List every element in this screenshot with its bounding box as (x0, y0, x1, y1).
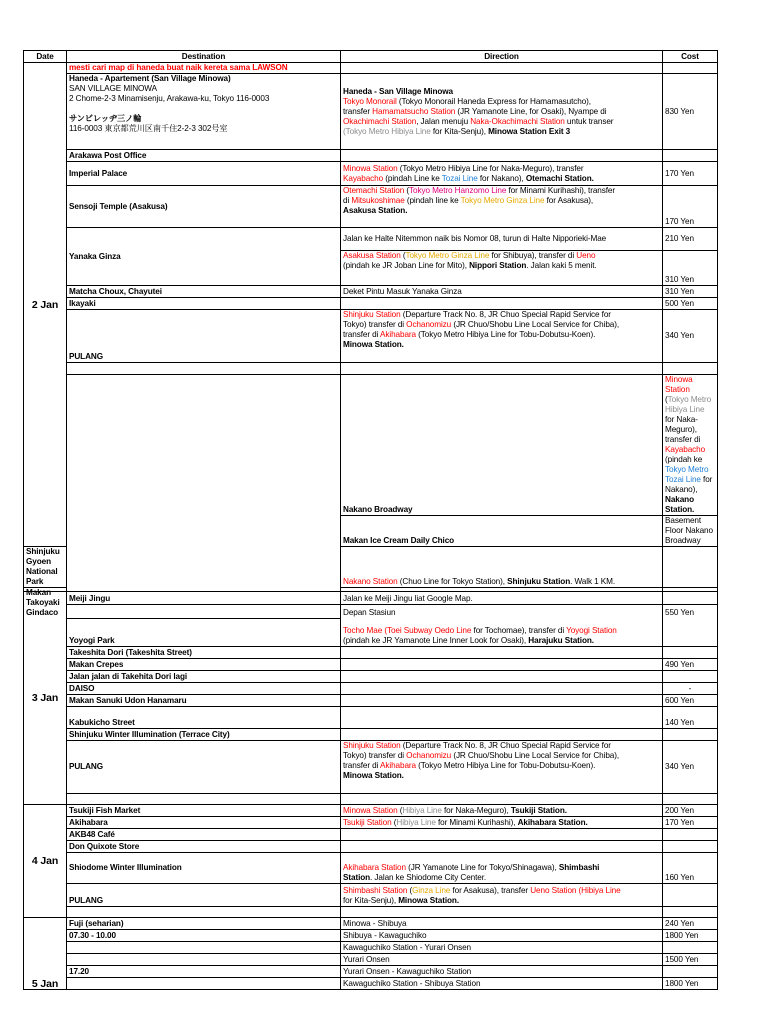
dir-text: (Tokyo Metro Hibiya Line (343, 126, 431, 136)
table-row (24, 63, 718, 74)
dir-text: Otemachi Station. (525, 173, 594, 183)
destination-cell: Arakawa Post Office (67, 150, 341, 162)
table-row (24, 647, 718, 659)
dir-text: Harajuku Station. (528, 636, 594, 645)
destination-cell: Yoyogi Park (67, 605, 341, 647)
dir-text: (Departure Track No. 8, JR Chuo Special Rapid Service for (400, 741, 611, 750)
dir-text: Tokyo) transfer di (343, 751, 407, 760)
dir-text: (pindah Line ke (383, 173, 442, 183)
dir-text: (Tokyo Metro Hibiya Line for Tobu-Dobutsu-Koen). (416, 330, 596, 339)
dest-title: Haneda - Apartement (San Village Minowa) (69, 74, 231, 83)
direction-cell (341, 186, 663, 228)
dir-text: Tokyo Metro Hanzomo Line (409, 186, 507, 195)
cost-cell: 550 Yen (663, 588, 718, 619)
destination-cell: DAISO (67, 683, 341, 695)
dir-text: Hibiya Line (396, 818, 436, 827)
empty-cell (341, 63, 663, 74)
note-cell: mesti cari map di haneda buat naik kereta sama LAWSON (67, 63, 341, 74)
direction-cell (341, 605, 663, 647)
dir-text: Kayabacho (665, 445, 706, 454)
dir-text: Akihabara (380, 761, 416, 770)
empty-cell (341, 659, 663, 671)
destination-cell: Fuji (seharian) (67, 918, 341, 930)
dir-text: for Asakusa), transfer (450, 886, 531, 895)
empty-cell (663, 884, 718, 907)
cost-cell: 310 Yen (663, 286, 718, 298)
dir-text: (Tokyo Metro Hibiya Line for Tobu-Dobutsu-Koen). (416, 761, 596, 770)
dir-text: ( (404, 186, 410, 195)
dir-text: Akihabara Station. (517, 818, 588, 827)
direction-cell: Depan Stasiun (341, 588, 663, 619)
empty-cell (663, 671, 718, 683)
dir-text: di (343, 196, 352, 205)
dir-text: for Naka-Meguro), (441, 806, 511, 815)
direction-cell (341, 805, 663, 817)
empty-cell (341, 829, 663, 841)
direction-cell: Yurari Onsen (341, 954, 663, 966)
empty-cell (341, 298, 663, 310)
table-row (24, 683, 718, 695)
direction-cell (341, 547, 663, 588)
table-row (24, 794, 718, 805)
cost-cell: 1800 Yen (663, 978, 718, 990)
dir-text: (JR Chuo/Shobu Line Local Service for Chiba), (451, 751, 620, 760)
cost-cell: 170 Yen (663, 817, 718, 829)
date-cell: 4 Jan (24, 805, 67, 918)
cost-cell: 500 Yen (663, 298, 718, 310)
dir-text: Tokyo Metro Hibiya Line (665, 395, 712, 414)
destination-cell: PULANG (67, 884, 341, 907)
direction-cell: Yurari Onsen - Kawaguchiko Station (341, 966, 663, 978)
dir-text: (pindah line ke (404, 196, 461, 205)
empty-cell (663, 547, 718, 588)
cost-cell: 210 Yen (663, 228, 718, 251)
empty-cell (67, 907, 341, 918)
dir-text: (JR Chuo/Shobu Line Local Service for Chiba), (451, 320, 620, 329)
direction-cell: Jalan ke Halte Nitemmon naik bis Nomor 08, turun di Halte Nipporieki-Mae (341, 228, 663, 251)
table-row (24, 817, 718, 829)
table-row (24, 671, 718, 683)
destination-cell: Nakano Broadway (341, 375, 663, 516)
dir-text: . Walk 1 KM. (570, 577, 616, 586)
dir-text: for Minami Kurihashi), (435, 818, 518, 827)
table-row (24, 729, 718, 741)
destination-cell: Kabukicho Street (67, 707, 341, 729)
dir-text: Minowa Station. (343, 340, 404, 349)
cost-cell: - (663, 683, 718, 695)
table-row (24, 841, 718, 853)
destination-cell: Matcha Choux, Chayutei (67, 286, 341, 298)
dir-text: Minowa Station (343, 163, 398, 173)
destination-cell: Shinjuku Winter Illumination (Terrace City) (67, 729, 341, 741)
dir-text: Okachimachi Station (343, 116, 417, 126)
header-cost: Cost (663, 51, 718, 63)
direction-cell: Kawaguchiko Station - Yurari Onsen (341, 942, 663, 954)
empty-cell (341, 683, 663, 695)
empty-cell (663, 605, 718, 647)
destination-cell: 17.20 (67, 966, 341, 978)
header-date: Date (24, 51, 67, 63)
table-row (24, 74, 718, 150)
date-cell: 3 Jan (24, 592, 67, 805)
dir-text: Mitsukoshimae (351, 196, 405, 205)
date-cell: 2 Jan (24, 63, 67, 547)
empty-cell (663, 592, 718, 605)
dir-text: for Kita-Senju), (343, 896, 399, 905)
empty-cell (663, 150, 718, 162)
cost-cell: 830 Yen (663, 74, 718, 150)
empty-cell (67, 794, 341, 805)
dir-text: Ochanomizu (406, 320, 452, 329)
direction-cell (341, 817, 663, 829)
empty-cell (341, 671, 663, 683)
dir-text: Tokyo Metro Ginza Line (405, 251, 490, 260)
table-row (24, 286, 718, 298)
empty-cell (341, 729, 663, 741)
table-row (24, 853, 718, 884)
dir-text: Kayabacho (343, 173, 384, 183)
dir-text: ( (407, 886, 413, 895)
direction-cell (341, 162, 663, 186)
cost-cell: 240 Yen (663, 918, 718, 930)
header-destination: Destination (67, 51, 341, 63)
table-row (24, 162, 718, 186)
header-row (24, 51, 718, 63)
destination-cell: Makan Crepes (67, 659, 341, 671)
table-row (24, 966, 718, 978)
itinerary-table-day3-4 (23, 591, 718, 990)
dir-text: transfer di (343, 330, 381, 339)
destination-cell: Yanaka Ginza (67, 228, 341, 286)
destination-cell: Shiodome Winter Illumination (67, 853, 341, 884)
direction-cell: Shibuya - Kawaguchiko (341, 930, 663, 942)
destination-cell: 07.30 - 10.00 (67, 930, 341, 942)
table-row (24, 363, 718, 375)
destination-cell: Jalan jalan di Takehita Dori lagi (67, 671, 341, 683)
destination-cell: Makan Sanuki Udon Hanamaru (67, 695, 341, 707)
empty-cell (663, 907, 718, 918)
direction-cell: Minowa - Shibuya (341, 918, 663, 930)
empty-cell (341, 695, 663, 707)
direction-cell (341, 741, 663, 794)
destination-cell: Tsukiji Fish Market (67, 805, 341, 817)
cost-cell: 170 Yen (663, 162, 718, 186)
dir-text: Tocho Mae (Toei Subway Oedo Line (343, 626, 472, 635)
dir-text: ( (400, 251, 406, 260)
empty-cell (663, 794, 718, 805)
cost-cell: 310 Yen (663, 251, 718, 286)
destination-cell (67, 74, 341, 150)
dir-text: transfer (343, 106, 373, 116)
header-direction: Direction (341, 51, 663, 63)
table-row (24, 228, 718, 251)
table-row (24, 907, 718, 918)
dir-text: Minowa Station Exit 3 (488, 126, 571, 136)
table-row (24, 918, 718, 930)
dir-text: for Minami Kurihashi), transfer (506, 186, 616, 195)
dir-text: Yoyogi Station (566, 626, 617, 635)
dir-text: Asakusa Station (343, 251, 401, 260)
destination-cell: Sensoji Temple (Asakusa) (67, 186, 341, 228)
direction-cell (341, 251, 663, 286)
dir-text: Tokyo) transfer di (343, 320, 407, 329)
table-row (24, 741, 718, 794)
table-row (24, 310, 718, 363)
dir-text: for Nakano), (477, 173, 526, 183)
dir-text: (pindah ke JR Joban Line for Mito), (343, 261, 470, 270)
dir-text: for Asakusa), (544, 196, 594, 205)
table-row (24, 829, 718, 841)
dir-text: Shinjuku Station (507, 577, 571, 586)
cost-cell: 170 Yen (663, 186, 718, 228)
dir-text: Hamamatsucho Station (372, 106, 456, 116)
dir-text: Naka-Okachimachi Station (470, 116, 565, 126)
dir-text: Ueno Station (Hibiya Line (530, 886, 621, 895)
dest-line: 116-0003 東京都荒川区南千住2-2-3 302号室 (69, 124, 228, 133)
table-row (24, 298, 718, 310)
direction-cell (663, 375, 718, 516)
dir-text: Nakano Station (343, 577, 398, 586)
direction-cell: Basement Floor Nakano Broadway (663, 516, 718, 547)
empty-cell (663, 942, 718, 954)
dir-text: Station (343, 873, 371, 882)
dest-line: 2 Chome-2-3 Minamisenju, Arakawa-ku, Tokyo 116-0003 (69, 94, 270, 103)
dir-text: Shimbashi (558, 863, 600, 872)
empty-cell (663, 63, 718, 74)
table-row (24, 605, 718, 647)
dir-text: Minowa Station (665, 375, 693, 394)
dir-text: untuk transer (564, 116, 614, 126)
dir-text: (JR Yamanote Line, for Osaki), Nyampe di (455, 106, 607, 116)
empty-cell (663, 966, 718, 978)
cost-cell: 340 Yen (663, 741, 718, 794)
dir-text: for Kita-Senju), (430, 126, 489, 136)
date-cell: 5 Jan (24, 918, 67, 990)
destination-cell: Ikayaki (67, 298, 341, 310)
dir-text: (JR Yamanote Line for Tokyo/Shinagawa), (405, 863, 559, 872)
empty-cell (67, 954, 341, 966)
dir-text: Shinjuku Station (343, 310, 401, 319)
direction-cell (341, 853, 663, 884)
dest-line: サンビレッヂ三ノ輪 (69, 114, 142, 123)
direction-cell (341, 310, 663, 363)
cost-cell: 140 Yen (663, 707, 718, 729)
itinerary-table-day2 (23, 50, 718, 619)
date-cell (67, 375, 341, 619)
dir-text: Asakusa Station. (343, 206, 408, 215)
dir-text: Nippori Station (469, 261, 527, 270)
dir-text: Ochanomizu (406, 751, 452, 760)
dir-text: Nakano Station. (665, 495, 695, 514)
table-row (24, 805, 718, 817)
destination-cell: PULANG (67, 741, 341, 794)
table-row (24, 954, 718, 966)
dir-text: (Tokyo Metro Hibiya Line for Naka-Meguro), transfer (397, 163, 584, 173)
table-row (24, 186, 718, 228)
dir-text: (Departure Track No. 8, JR Chuo Special Rapid Service for (400, 310, 611, 319)
table-row (24, 978, 718, 990)
destination-cell: Takeshita Dori (Takeshita Street) (67, 647, 341, 659)
table-row (24, 930, 718, 942)
table-row (24, 150, 718, 162)
destination-cell: PULANG (67, 310, 341, 363)
table-row (24, 707, 718, 729)
empty-cell (663, 729, 718, 741)
empty-cell (341, 150, 663, 162)
empty-cell (341, 907, 663, 918)
cost-cell: 160 Yen (663, 853, 718, 884)
direction-cell: Deket Pintu Masuk Yanaka Ginza (341, 286, 663, 298)
dir-text: Minowa Station (343, 806, 398, 815)
dir-text: (Tokyo Monorail Haneda Express for Hamamasutcho), (396, 96, 591, 106)
empty-cell (341, 363, 663, 375)
empty-cell (663, 363, 718, 375)
destination-cell: Imperial Palace (67, 162, 341, 186)
table-row (24, 659, 718, 671)
dir-text: transfer di (343, 761, 381, 770)
dir-text: Akihabara Station (343, 863, 406, 872)
destination-cell: Don Quixote Store (67, 841, 341, 853)
table-row (24, 695, 718, 707)
dir-text: Otemachi Station (343, 186, 405, 195)
dir-text: Hibiya Line (402, 806, 442, 815)
dir-text: Shinjuku Station (343, 741, 401, 750)
destination-cell: Meiji Jingu (67, 592, 341, 605)
direction-cell: Jalan ke Meiji Jingu liat Google Map. (341, 592, 663, 605)
dir-text: for Naka-Meguro), transfer di (665, 415, 701, 444)
dir-text: Tokyo Metro Tozai Line (665, 465, 709, 484)
dir-text: for Shibuya), transfer di (489, 251, 577, 260)
empty-cell (341, 707, 663, 729)
dir-text: , Jalan menuju (416, 116, 471, 126)
table-row (24, 592, 718, 605)
dir-text: (pindah ke (665, 455, 703, 464)
dir-text: Minowa Station. (343, 771, 404, 780)
table-row (24, 375, 718, 516)
direction-cell (341, 884, 663, 907)
dir-text: Ginza Line (412, 886, 451, 895)
empty-cell (663, 841, 718, 853)
destination-cell: Akihabara (67, 817, 341, 829)
dir-text: Minowa Station. (398, 896, 460, 905)
dir-text: Tsukiji Station (343, 818, 392, 827)
dir-text: Tsukiji Station. (510, 806, 567, 815)
empty-cell (67, 942, 341, 954)
dir-text: ( (397, 806, 403, 815)
empty-cell (663, 829, 718, 841)
cost-cell: 200 Yen (663, 805, 718, 817)
dir-text: for Tochomae), transfer di (471, 626, 567, 635)
cost-cell: 1800 Yen (663, 930, 718, 942)
dir-text: . Jalan kaki 5 menit. (526, 261, 597, 270)
dir-text: ( (665, 395, 668, 404)
table-row (24, 942, 718, 954)
empty-cell (341, 794, 663, 805)
empty-cell (663, 647, 718, 659)
dir-text: Tozai Line (441, 173, 478, 183)
dir-text: . Jalan ke Shiodome City Center. (370, 873, 487, 882)
cost-cell: 600 Yen (663, 695, 718, 707)
direction-cell (341, 74, 663, 150)
dir-text: (Chuo Line for Tokyo Station), (397, 577, 508, 586)
dest-line: SAN VILLAGE MINOWA (69, 84, 157, 93)
dir-text: Tokyo Monorail (343, 96, 397, 106)
empty-cell (67, 363, 341, 375)
destination-cell: AKB48 Café (67, 829, 341, 841)
dir-text: Ueno (576, 251, 596, 260)
destination-cell: Makan Ice Cream Daily Chico (341, 516, 663, 547)
dir-text: Akihabara (380, 330, 416, 339)
empty-cell (67, 978, 341, 990)
dir-text: for Nakano), (665, 475, 713, 494)
direction-cell: Kawaguchiko Station - Shibuya Station (341, 978, 663, 990)
dir-text: Shimbashi Station (343, 886, 408, 895)
dir-text: Tokyo Metro Ginza Line (460, 196, 545, 205)
cost-cell: 490 Yen (663, 659, 718, 671)
cost-cell: 1500 Yen (663, 954, 718, 966)
direction-title: Haneda - San Village Minowa (343, 86, 453, 96)
table-row (24, 884, 718, 907)
cost-cell: 340 Yen (663, 310, 718, 363)
destination-cell: Makan Takoyaki Gindaco (24, 588, 67, 619)
dir-text: (pindah ke JR Yamanote Line Inner Look for Osaki), (343, 636, 529, 645)
destination-cell: Shinjuku Gyoen National Park (24, 547, 67, 588)
empty-cell (341, 647, 663, 659)
empty-cell (341, 841, 663, 853)
dir-text: ( (391, 818, 397, 827)
